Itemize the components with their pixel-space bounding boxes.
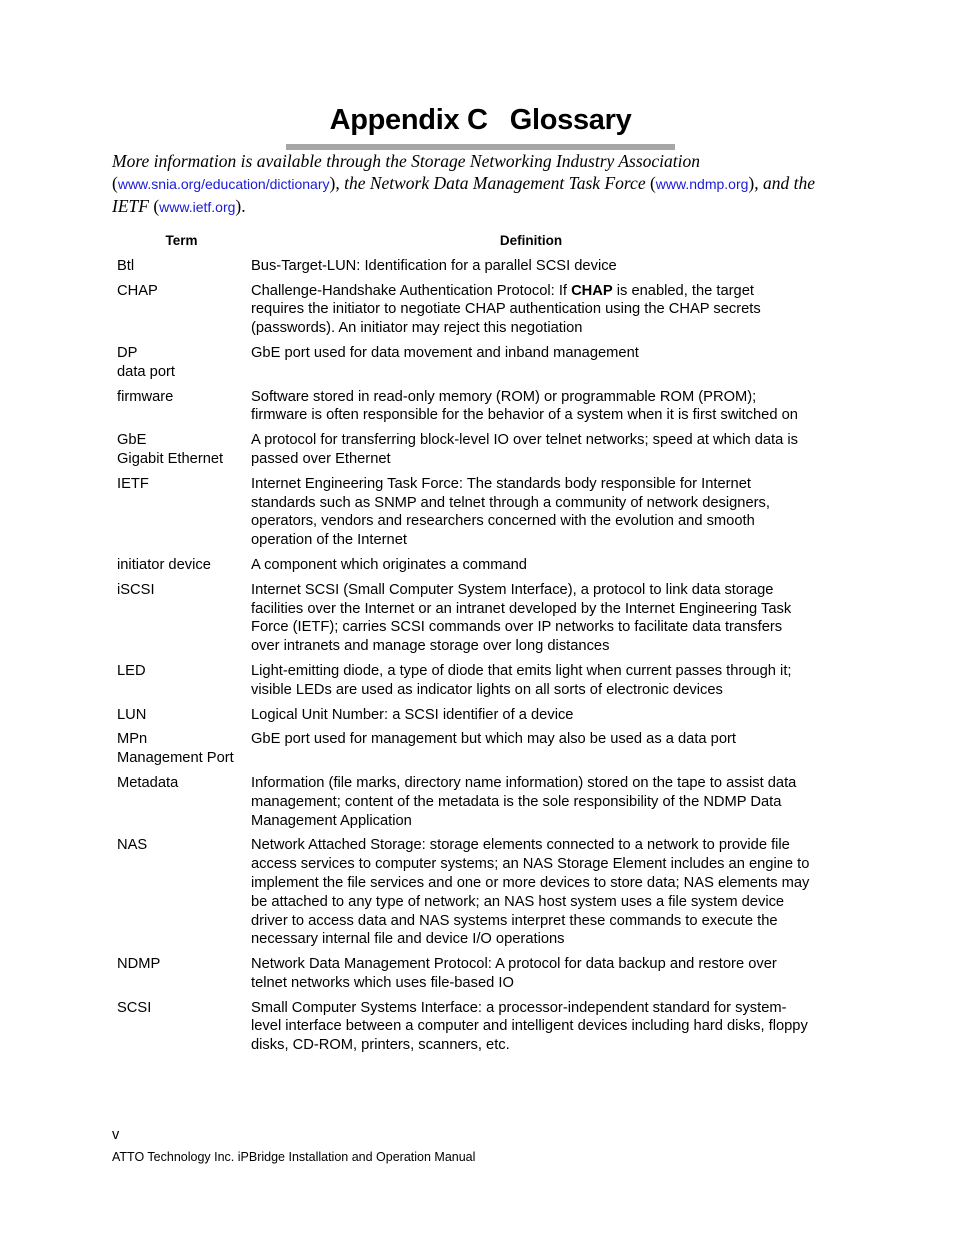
term-text: firmware	[117, 388, 174, 405]
table-row	[112, 257, 811, 282]
definition-text: Challenge-Handshake Authentication Protocol: If	[251, 282, 572, 299]
table-row	[112, 836, 811, 955]
term-column-header: Term	[165, 233, 198, 248]
term-text: Metadata	[117, 774, 179, 791]
table-row	[112, 774, 811, 836]
intro-text-4: ).	[235, 196, 246, 216]
term-cell	[112, 836, 251, 955]
term-cell	[112, 774, 251, 836]
table-row	[112, 662, 811, 706]
term-cell	[112, 344, 251, 388]
glossary-label: Glossary	[509, 104, 632, 136]
definition-cell: Bus-Target-LUN: Identification for a parallel SCSI device	[251, 257, 617, 274]
table-row	[112, 706, 811, 731]
table-row	[112, 581, 811, 662]
term-text: SCSI	[117, 999, 152, 1016]
intro-text-1: More information is available through the Storage Networking Industry Association	[112, 151, 701, 171]
page-title	[286, 100, 675, 140]
table-row	[112, 556, 811, 581]
table-row	[112, 344, 811, 388]
definition-cell: Information (file marks, directory name information) stored on the tape to assist data management; content of the metadata is the sole responsibility of the NDMP Data Management Application	[251, 774, 797, 829]
footer-manual-title: ATTO Technology Inc. iPBridge Installation and Operation Manual	[112, 1150, 476, 1164]
intro-paragraph: More information is available through the Storage Networking Industry Association (www.snia.org/education/dictionary), the Network Data Management Task Force (www.ndmp.org), and the IETF (www.ietf.org).	[112, 151, 815, 216]
term-cell	[112, 475, 251, 556]
term-cell	[112, 257, 251, 282]
table-row	[112, 475, 811, 556]
definition-bold-text: CHAP	[571, 282, 613, 299]
term-cell	[112, 556, 251, 581]
term-cell	[112, 388, 251, 432]
term-text: NAS	[117, 837, 148, 854]
term-cell	[112, 730, 251, 774]
term-text: IETF	[117, 475, 149, 492]
definition-cell: Network Attached Storage: storage elements connected to a network to provide file access services to computer systems; an NAS Storage Element includes an engine to implement the file services and one or more devices to store data; NAS elements may be attached to any type of network; an NAS host system uses a file system device driver to access data and NAS systems interpret these commands to execute the necessary internal file and device I/O operations	[251, 837, 810, 948]
appendix-label: Appendix C	[329, 104, 488, 136]
term-text: iSCSI	[117, 581, 155, 598]
term-text: GbE	[117, 432, 147, 449]
term-text: NDMP	[117, 956, 161, 973]
term-cell	[112, 999, 251, 1061]
ietf-link[interactable]: www.ietf.org	[159, 199, 236, 215]
term-cell	[112, 662, 251, 706]
table-row	[112, 431, 811, 475]
snia-link[interactable]: www.snia.org/education/dictionary	[117, 176, 330, 192]
term-text: LED	[117, 662, 146, 679]
definition-text: is enabled, the target requires the initiator to negotiate CHAP authentication using the CHAP secrets (passwords). An initiator may reject this negotiation	[251, 282, 761, 337]
intro-text-2: , the Network Data Management Task Force	[335, 173, 650, 193]
definition-cell: A protocol for transferring block-level IO over telnet networks; speed at which data is passed over Ethernet	[251, 432, 798, 467]
table-row	[112, 282, 811, 344]
term-alias-text: Management Port	[117, 750, 234, 767]
definition-cell: GbE port used for data movement and inband management	[251, 344, 639, 361]
ndmp-link[interactable]: www.ndmp.org	[655, 176, 749, 192]
definition-cell: A component which originates a command	[251, 556, 527, 573]
term-alias-text: data port	[117, 363, 175, 380]
table-row	[112, 388, 811, 432]
definition-cell: Light-emitting diode, a type of diode that emits light when current passes through it; visible LEDs are used as indicator lights on all sorts of electronic devices	[251, 662, 792, 698]
term-alias-text: Gigabit Ethernet	[117, 450, 224, 467]
definition-cell: Small Computer Systems Interface: a processor-independent standard for system-level interface between a computer and intelligent devices including hard disks, floppy disks, CD-ROM, printers, scanners, etc.	[251, 999, 808, 1054]
term-text: CHAP	[117, 282, 158, 299]
definition-cell: Logical Unit Number: a SCSI identifier of a device	[251, 706, 574, 723]
term-cell	[112, 955, 251, 999]
intro-text-3: , and the IETF	[112, 173, 815, 216]
table-row	[112, 730, 811, 774]
page-number: v	[112, 1127, 120, 1143]
term-cell	[112, 282, 251, 344]
definition-cell: Network Data Management Protocol: A protocol for data backup and restore over telnet networks which uses file-based IO	[251, 956, 777, 991]
term-cell	[112, 431, 251, 475]
definition-cell: Internet Engineering Task Force: The standards body responsible for Internet standards such as SNMP and telnet through a community of network designers, operators, vendors and researchers concerned with the evolution and smooth operation of the Internet	[251, 475, 770, 549]
definition-cell: Software stored in read-only memory (ROM) or programmable ROM (PROM); firmware is often responsible for the behavior of a system when it is first switched on	[251, 388, 798, 424]
table-header-row	[112, 232, 811, 257]
page-title-block	[286, 100, 675, 140]
table-row	[112, 999, 811, 1061]
term-cell	[112, 706, 251, 731]
definition-cell: Internet SCSI (Small Computer System Interface), a protocol to link data storage facilities over the Internet or an intranet developed by the Internet Engineering Task Force (IETF); carries SCSI commands over IP networks to facilitate data transfers over intranets and manage storage over long distances	[251, 581, 792, 655]
definition-cell: GbE port used for management but which may also be used as a data port	[251, 731, 736, 748]
table-row	[112, 955, 811, 999]
term-cell	[112, 581, 251, 662]
term-text: initiator device	[117, 556, 211, 573]
term-text: MPn	[117, 731, 148, 748]
term-text: LUN	[117, 706, 147, 723]
definition-cell	[251, 282, 811, 344]
term-text: DP	[117, 344, 138, 361]
definition-column-header: Definition	[499, 233, 563, 248]
term-text: Btl	[117, 257, 135, 274]
glossary-table	[112, 232, 811, 1061]
